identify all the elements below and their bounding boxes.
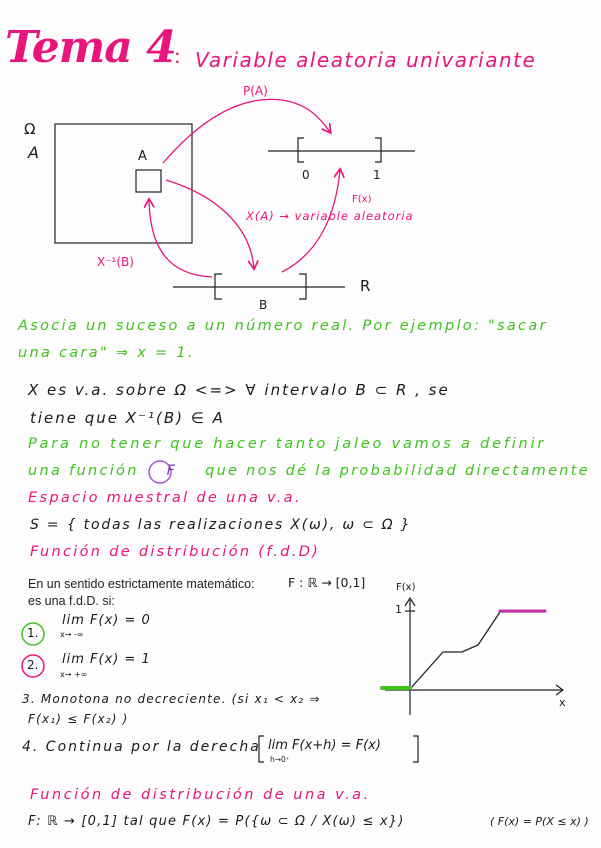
- cond3-line1: 3. Monotona no decreciente. (si x₁ < x₂ ⇒: [22, 692, 321, 706]
- footer-paren: ( F(x) = P(X ≤ x) ): [490, 815, 589, 828]
- interval-b-label: B: [259, 298, 268, 312]
- cond1-number: 1.: [27, 626, 39, 640]
- cond4-text: 4. Continua por la derecha: [22, 739, 261, 755]
- sample-space-definition: S = { todas las realizaciones X(ω), ω ⊂ Ω }: [30, 517, 412, 533]
- fdd-heading: Función de distribución (f.d.D): [30, 544, 321, 560]
- cond4-formula: lim F(x+h) = F(x): [268, 738, 381, 753]
- espacio-muestral-heading: Espacio muestral de una v.a.: [28, 490, 302, 506]
- jaleo-note-line2: [28, 463, 590, 479]
- unit-interval-right-bracket: [375, 138, 381, 162]
- cond1-text: lim F(x) = 0: [62, 613, 151, 628]
- graph-ylabel: F(x): [396, 582, 416, 593]
- unit-interval-left-bracket: [298, 138, 304, 162]
- va-def-line2: tiene que X⁻¹(B) ∈ A: [30, 409, 225, 427]
- jaleo-text-a: una función: [28, 463, 139, 479]
- cond1-sub: x→ -∞: [60, 630, 84, 639]
- sigma-algebra-label: A: [28, 143, 39, 162]
- x-inverse-label: X⁻¹(B): [97, 255, 134, 269]
- cond4-sub: h→0⁺: [270, 755, 290, 764]
- interval-zero-label: 0: [302, 168, 310, 182]
- interval-one-label: 1: [373, 168, 381, 182]
- graph-xlabel: x: [559, 696, 566, 709]
- fdd-map: F : ℝ → [0,1]: [288, 575, 366, 590]
- cond4-right-bracket: [413, 736, 418, 762]
- footer-definition: F: ℝ → [0,1] tal que F(x) = P({ω ⊂ Ω / X(ω) ≤ x}): [28, 814, 405, 829]
- typed-line2: es una f.d.D. si:: [28, 594, 115, 608]
- sample-space-box: [55, 124, 192, 243]
- omega-label: Ω: [24, 120, 36, 138]
- set-a-box: [136, 170, 161, 192]
- random-variable-label: X(A) → variable aleatoria: [246, 209, 414, 223]
- page-subtitle: Variable aleatoria univariante: [195, 48, 537, 72]
- graph-ytick-one: 1: [395, 603, 402, 616]
- cond2-text: lim F(x) = 1: [62, 652, 151, 667]
- footer-heading: Función de distribución de una v.a.: [30, 787, 371, 803]
- f-function-label: F: [166, 463, 178, 479]
- fx-arrow-label: F(x): [352, 194, 372, 205]
- cond2-sub: x→ +∞: [60, 670, 88, 679]
- cond3-line2: F(x₁) ≤ F(x₂) ): [28, 712, 129, 726]
- prob-arrow: [163, 99, 330, 163]
- jaleo-note-line1: Para no tener que hacer tanto jaleo vamos a definir: [28, 436, 547, 452]
- assoc-note-line2: una cara" ⇒ x = 1.: [18, 345, 195, 361]
- x-map-arrow: [166, 180, 254, 268]
- set-a-label: A: [138, 149, 147, 164]
- page-title: Tema 4: [5, 22, 176, 73]
- prob-arrow-label: P(A): [243, 84, 268, 98]
- cdf-curve: [382, 612, 545, 689]
- x-inverse-arrow: [149, 200, 212, 277]
- real-line-label: R: [360, 277, 371, 295]
- jaleo-text-b: que nos dé la probabilidad directamente: [205, 463, 590, 479]
- title-separator: :: [174, 44, 181, 68]
- assoc-note-line1: Asocia un suceso a un número real. Por ejemplo: "sacar: [18, 318, 548, 334]
- typed-line1: En un sentido estrictamente matemático:: [28, 577, 255, 591]
- va-def-line1: X es v.a. sobre Ω <=> ∀ intervalo B ⊂ R , se: [28, 381, 450, 399]
- cond2-number: 2.: [27, 658, 39, 672]
